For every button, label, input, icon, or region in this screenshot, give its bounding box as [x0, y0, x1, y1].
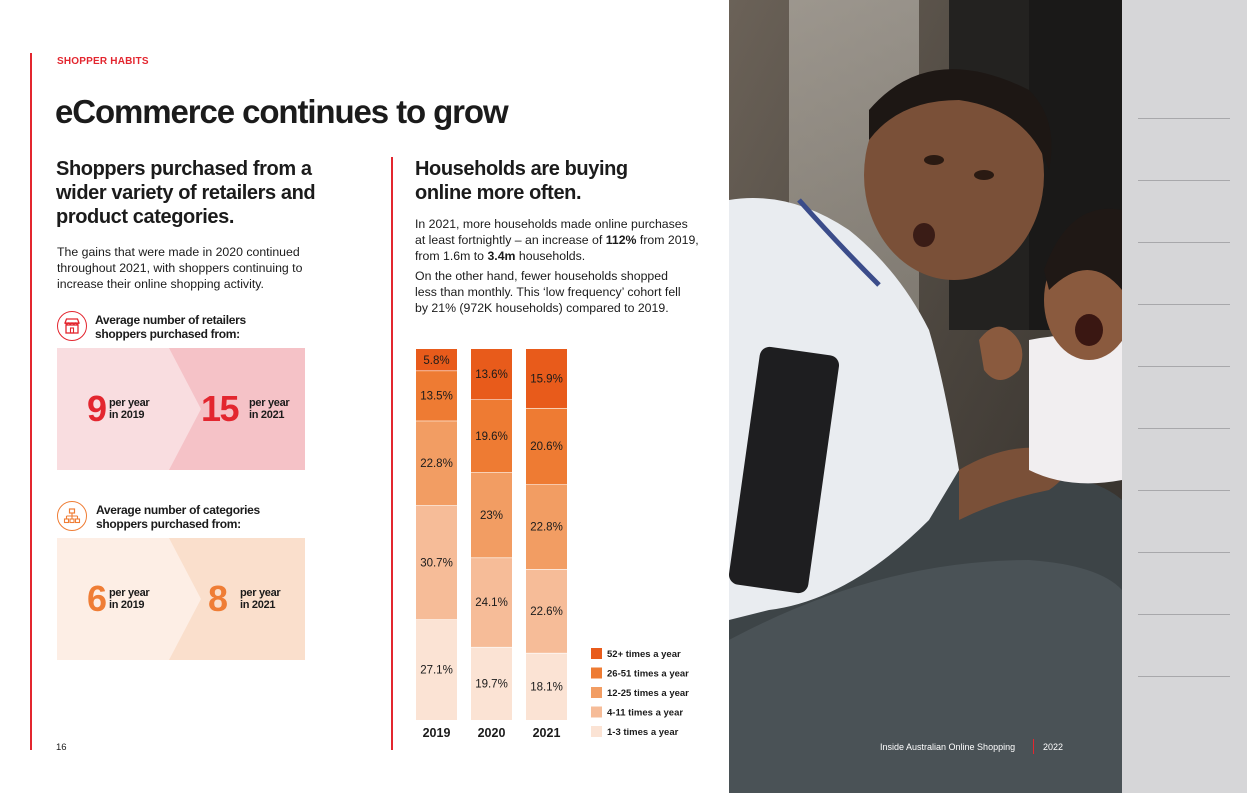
right-para-1-text-a: In 2021, more households made online purchases at least fortnightly – an increase of	[415, 217, 688, 247]
section-label: SHOPPER HABITS	[57, 56, 149, 67]
page-title: eCommerce continues to grow	[55, 93, 508, 130]
right-para-1-bold-b: 3.4m	[487, 249, 516, 263]
categories-stat-label: Average number of categories shoppers purchased from:	[96, 503, 260, 531]
legend-label: 4-11 times a year	[607, 707, 684, 719]
store-icon	[57, 311, 87, 341]
sidebar-rule	[1138, 552, 1230, 553]
bar-segment-label: 30.7%	[420, 557, 453, 570]
retailers-2019-value: 9	[87, 388, 106, 429]
bar-segment-label: 22.8%	[530, 521, 563, 534]
photo-illustration	[729, 0, 1122, 793]
sidebar-rule	[1138, 366, 1230, 367]
footer-publication: Inside Australian Online Shopping	[880, 742, 1016, 752]
retailers-stat-band	[57, 348, 305, 470]
bar-segment-label: 24.1%	[475, 597, 508, 610]
left-body: The gains that were made in 2020 continued throughout 2021, with shoppers continuing to increase their online shopping activity.	[57, 245, 303, 291]
bar-segment-label: 19.6%	[475, 430, 508, 443]
household-frequency-chart	[405, 340, 715, 745]
hierarchy-icon	[57, 501, 87, 531]
sidebar-rule	[1138, 614, 1230, 615]
retailers-2019-unit: per year in 2019	[109, 397, 150, 421]
legend-label: 12-25 times a year	[607, 688, 689, 699]
retailers-2021-value: 15	[201, 388, 239, 429]
categories-2021-value: 8	[208, 578, 227, 619]
sidebar-rule	[1138, 118, 1230, 119]
page-number: 16	[56, 742, 67, 753]
categories-2019-value: 6	[87, 578, 106, 619]
bar-segment-label: 22.6%	[530, 605, 563, 618]
bar-segment-label: 19.7%	[475, 678, 508, 691]
right-para-1-bold-a: 112%	[605, 233, 637, 247]
bar-segment-label: 15.9%	[530, 373, 563, 386]
bar-segment-label: 13.6%	[475, 369, 508, 382]
bar-segment-label: 23%	[479, 509, 504, 522]
bar-segment-label: 13.5%	[420, 390, 453, 403]
right-heading: Households are buying online more often.	[415, 158, 628, 204]
x-tick-label: 2020	[477, 726, 506, 740]
right-para-1	[415, 216, 700, 264]
sidebar-rule	[1138, 428, 1230, 429]
legend-swatch	[591, 687, 602, 698]
bar-segment-label: 22.8%	[420, 458, 453, 471]
legend-swatch	[591, 668, 602, 679]
sidebar-rule	[1138, 676, 1230, 677]
bar-segment-label: 20.6%	[530, 441, 563, 454]
bar-segment-label: 27.1%	[420, 664, 453, 677]
categories-stat-band	[57, 538, 305, 660]
legend-label: 1-3 times a year	[607, 727, 679, 738]
right-para-1-text-c: households.	[515, 249, 586, 263]
footer-separator	[1033, 739, 1034, 754]
sidebar-rule	[1138, 180, 1230, 181]
sidebar-rule	[1138, 490, 1230, 491]
categories-2021-unit: per year in 2021	[240, 587, 281, 611]
sidebar-rule	[1138, 242, 1230, 243]
retailers-2021-unit: per year in 2021	[249, 397, 290, 421]
left-margin-rule	[30, 53, 32, 750]
retailers-stat-label: Average number of retailers shoppers purchased from:	[95, 313, 246, 341]
notes-sidebar	[1122, 0, 1247, 793]
column-divider	[391, 157, 393, 750]
bar-segment-label: 18.1%	[530, 681, 563, 694]
x-tick-label: 2019	[422, 726, 451, 740]
bar-segment-label: 5.8%	[423, 354, 450, 367]
sidebar-rule	[1138, 304, 1230, 305]
legend-label: 52+ times a year	[607, 649, 681, 660]
legend-label: 26-51 times a year	[607, 668, 689, 680]
legend-swatch	[591, 726, 602, 737]
categories-2019-unit: per year in 2019	[109, 587, 150, 611]
footer-year: 2022	[1043, 742, 1064, 752]
legend-swatch	[591, 648, 602, 659]
family-photo	[729, 0, 1122, 793]
right-para-1-text-b: from 2019, from 1.6m to	[415, 233, 699, 263]
x-tick-label: 2021	[532, 726, 561, 740]
right-para-2: On the other hand, fewer households shopped less than monthly. This ‘low frequency’ cohort fell by 21% (972K households) compared to 2019.	[415, 269, 681, 315]
legend-swatch	[591, 707, 602, 718]
left-heading: Shoppers purchased from a wider variety of retailers and product categories.	[56, 158, 316, 228]
